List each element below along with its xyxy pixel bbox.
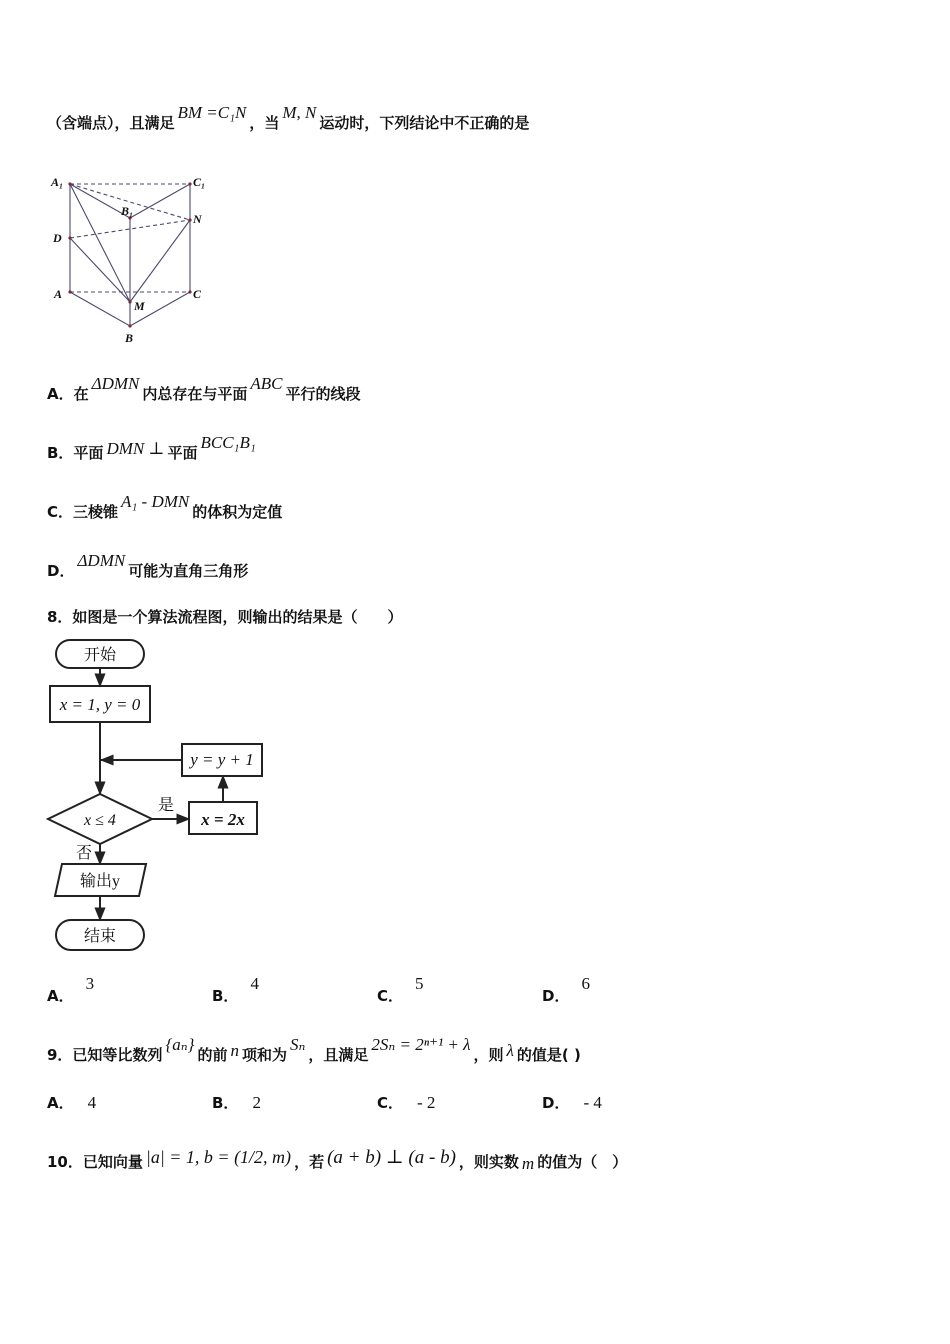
q9-text: ，且满足 <box>308 1046 369 1064</box>
math: (a + b) ⊥ (a - b) <box>327 1147 456 1168</box>
option-value: 4 <box>250 974 259 993</box>
option-value: 4 <box>87 1093 97 1112</box>
step-x-label: x = 2x <box>201 810 245 829</box>
option-label: B．平面 <box>47 444 104 462</box>
q8-option-b <box>212 974 259 1006</box>
q10-text: ，则实数 <box>458 1153 519 1171</box>
option-value: 2 <box>252 1093 261 1112</box>
q9-option-c <box>377 1092 435 1113</box>
q8-option-c <box>377 974 424 1006</box>
option-text: 可能为直角三角形 <box>128 562 249 580</box>
option-value: 5 <box>415 974 424 993</box>
option-label: A． <box>47 987 74 1005</box>
label-c1: C₁ <box>193 175 206 189</box>
q7-stem-line <box>47 103 530 133</box>
no-label: 否 <box>75 845 93 862</box>
q9-text: 9．已知等比数列 <box>47 1046 163 1064</box>
q9-text: 的值是( ) <box>516 1046 581 1064</box>
q9-stem <box>47 1035 581 1065</box>
option-label: C． <box>377 1094 404 1112</box>
flowchart <box>44 636 274 958</box>
option-text: 的体积为定值 <box>192 503 283 521</box>
option-value: 3 <box>85 974 95 993</box>
q10-text: 的值为（ ） <box>537 1153 628 1171</box>
option-value: - 4 <box>583 1093 602 1112</box>
q8-text: 8．如图是一个算法流程图，则输出的结果是（ ） <box>47 608 403 626</box>
option-text: 平行的线段 <box>285 385 361 403</box>
q9-text: 的前 <box>197 1046 228 1064</box>
q7-option-a <box>47 374 361 404</box>
yes-label: 是 <box>157 797 175 814</box>
q7-math-bm: BM =C₁N <box>177 103 247 122</box>
q9-option-b <box>212 1092 261 1113</box>
q7-option-c <box>47 492 283 522</box>
q8-option-d <box>542 974 590 1006</box>
math: Sₙ <box>289 1035 306 1054</box>
option-label: C．三棱锥 <box>47 503 119 521</box>
math: 2Sₙ = 2ⁿ⁺¹ + λ <box>371 1035 471 1054</box>
option-label: B． <box>212 1094 239 1112</box>
q7-text: ，当 <box>249 114 280 132</box>
step-y-label: y = y + 1 <box>190 750 254 769</box>
math: A₁ - DMN <box>121 492 190 511</box>
label-d: D <box>53 231 62 245</box>
math: DMN ⊥ <box>106 439 165 458</box>
label-c: C <box>193 287 202 301</box>
start-label: 开始 <box>83 647 117 664</box>
option-label: D． <box>542 987 570 1005</box>
math: |a| = 1, b = (1/2, m) <box>145 1147 292 1167</box>
math: ΔDMN <box>91 374 140 393</box>
option-value: - 2 <box>417 1093 436 1112</box>
q10-stem <box>47 1147 628 1173</box>
option-value: 6 <box>581 974 590 993</box>
label-b1: B₁ <box>121 204 134 218</box>
option-label: D． <box>47 562 75 580</box>
label-n: N <box>193 212 202 226</box>
q9-option-a <box>47 1092 96 1113</box>
math: {aₙ} <box>165 1035 195 1054</box>
label-m: M <box>134 299 145 313</box>
end-label: 结束 <box>83 928 117 945</box>
init-label: x = 1, y = 0 <box>59 695 141 714</box>
q10-text: ，若 <box>294 1153 325 1171</box>
option-text: 平面 <box>167 444 198 462</box>
q7-text: 运动时，下列结论中不正确的是 <box>319 114 530 132</box>
q7-text: （含端点），且满足 <box>47 114 175 132</box>
option-label: C． <box>377 987 404 1005</box>
option-label: A．在 <box>47 385 89 403</box>
option-label: B． <box>212 987 239 1005</box>
option-label: D． <box>542 1094 570 1112</box>
q7-option-d <box>47 551 249 581</box>
q7-option-b <box>47 433 259 463</box>
prism-figure <box>45 168 215 348</box>
math: ΔDMN <box>77 551 126 570</box>
math: m <box>521 1154 535 1173</box>
q9-text: 项和为 <box>241 1046 287 1064</box>
q9-text: ，则 <box>473 1046 504 1064</box>
q8-stem <box>47 606 402 627</box>
q8-option-a <box>47 974 95 1006</box>
label-a1: A₁ <box>51 175 64 189</box>
condition-label: x ≤ 4 <box>84 812 116 829</box>
math: BCC₁B₁ <box>200 433 256 452</box>
output-label: 输出y <box>79 873 121 890</box>
math: n <box>230 1041 239 1060</box>
q10-text: 10．已知向量 <box>47 1153 143 1171</box>
option-text: 内总存在与平面 <box>142 385 248 403</box>
math: λ <box>506 1041 514 1060</box>
label-b: B <box>125 331 134 345</box>
q9-option-d <box>542 1092 602 1113</box>
q7-math-mn: M, N <box>282 103 317 122</box>
label-a: A <box>54 287 63 301</box>
math: ABC <box>250 374 283 393</box>
option-label: A． <box>47 1094 74 1112</box>
